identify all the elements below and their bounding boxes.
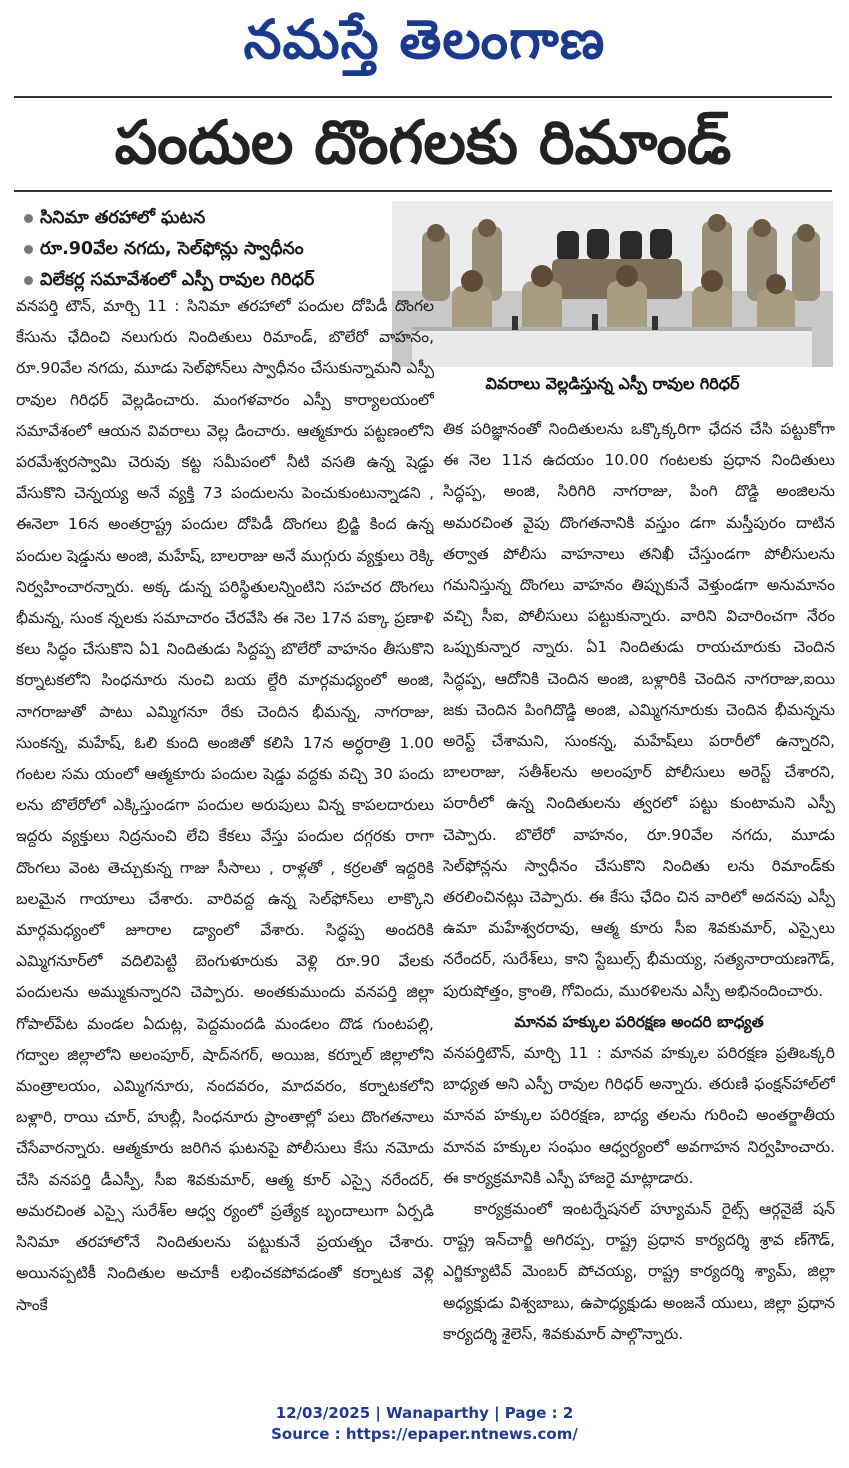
highlight-bullet: రూ.90వేల నగదు, సెల్‌ఫోన్లు స్వాధీనం [20, 234, 390, 265]
article-left-column [16, 291, 434, 1371]
article-body-paragraph: వనపర్తి టౌన్, మార్చి 11 : సినిమా తరహాలో పందుల దోపిడీ దొంగల కేసును ఛేదించి నలుగురు నిందితులు రిమాండ్, బొలేరో వాహనం, రూ.90వేల నగదు, మూడు సెల్‌ఫోన్‌లు స్వాధీనం చేసుకున్నామని ఎస్పీ రావుల గిరిధర్ వెల్లడించారు. మంగళవారం ఎస్పీ కార్యాలయంలో సమావేశంలో ఆయన వివరాలు వెల్ల డించారు. ఆత్మకూరు పట్టణంలోని పరమేశ్వరస్వామి చెరువు కట్ట సమీపంలో నీటి వసతి ఉన్న షెడ్డు వేసుకొని చెన్నయ్య అనే వ్యక్తి 73 పందులను పెంచుకుంటున్నాడని , ఈనెలా 16న అంతర్రాష్ట్ర పందుల దోపిడీ దొంగలు బ్రిడ్జి కింద ఉన్న పందుల షెడ్డును అంజి, మహేష్, బాలరాజు అనే ముగ్గురు వ్యక్తులు రెక్కి నిర్వహించారన్నారు. అక్క డున్న పరిస్థితులన్నింటిని సహచర దొంగలు భీమన్న, సుంక న్నలకు సమాచారం చేరవేసి ఈ నెల 17న పక్కా ప్రణాళి కలు సిద్ధం చేసుకొని ఏ1 నిందితుడు సిద్దప్ప బొలేరో వాహనం తీసుకొని కర్నాటకలోని సింధనూరు నుంచి బయ ల్దేరి మార్గమధ్యంలో అంజి, నాగరాజుతో పాటు ఎమ్మిగనూ రేకు చెందిన భీమన్న, నాగరాజు, సుంకన్న, మహేష్, ఓలి కుంది అంజితో కలిసి 17న అర్ధరాత్రి 1.00 గంటల సమ యంలో ఆత్మకూరు పందుల షెడ్డు వద్దకు వచ్చి 30 పందు లను బొలేరోలో ఎక్కిస్తుండగా పందుల అరుపులు విన్న కాపలదారులు ఇద్దరు వ్యక్తులు నిద్రనుంచి లేచి కేకలు వేస్తు పందుల దగ్గరకు రాగా దొంగలు వెంట తెచ్చుకున్న గాజు సీసాలు , రాళ్లతో , కర్రలతో ఇద్దరికి బలమైన గాయాలు చేశారు. వారివద్ద ఉన్న సెల్‌ఫోన్‌లు లాక్కొని మార్గమధ్యంలో జూరాల డ్యాంలో వేశారు. సిద్ధప్ప అందరికి ఎమ్మిగనూర్‌లో వదిలిపెట్టి బెంగుళూరుకు వెళ్లి రూ.90 వేలకు పందులను అమ్ముకున్నారని చెప్పారు. అంతకుముందు వనపర్తి జిల్లా గోపాల్‌పేట మండల ఏదుట్ల, పెద్దమందడి మండలం దొడ గుంటపల్లి, గద్వాల జిల్లాలోని అలంపూర్, షాద్‌నగర్, అయిజ, కర్నూల్ జిల్లాలోని మంత్రాలయం, ఎమ్మిగనూరు, నందవరం, మాదవరం, కర్నాటకలోని బళ్లారి, రాయి చూర్, హుబ్లీ, సింధనూరు ప్రాంతాల్లో పలు దొంగతనాలు చేసేవారన్నారు. ఆత్మకూరు జరిగిన ఘటనపై పోలీసులు కేసు నమోదు చేసి వనపర్తి డీఎస్పీ, సీఐ శివకుమార్, ఆత్మ కూర్ ఎస్సై నరేందర్, అమరచింత ఎస్సై సురేశ్‌ల ఆధ్వ ర్యంలో ప్రత్యేక బృందాలుగా ఏర్పడి సినిమా తరహాలోనే నిందితులను పట్టుకునే ప్రయత్నం చేశారు. అయినప్పటికీ నిందితుల అచూకీ లభించకపోవడంతో కర్నాటక వెళ్లి సాంకే [16, 297, 434, 1314]
highlight-bullet: విలేకర్ల సమావేశంలో ఎస్పీ రావుల గిరిధర్ [20, 265, 390, 296]
masthead-divider [14, 96, 832, 98]
photo-caption: వివరాలు వెల్లడిస్తున్న ఎస్పీ రావుల గిరిధర్ [485, 374, 740, 393]
article-headline: పందుల దొంగలకు రిమాండ్ [114, 108, 732, 178]
highlight-bullet: సినిమా తరహాలో ఘటన [20, 203, 390, 234]
article-body-paragraph: తిక పరిజ్ఞానంతో నిందితులను ఒక్కొక్కరిగా ఛేదన చేసి పట్టుకోగా ఈ నెల 11న ఉదయం 10.00 గంటలకు ప్రధాన నిందితులు సిద్ధప్ప, అంజి, సిరిగిరి నాగరాజు, పింగి దొడ్డి అంజిలను అమరచింత వైపు దొంగతనానికి వస్తుం డగా మస్తీపురం దాటిన తర్వాత పోలీసు వాహనాలు తనిఖీ చేస్తుండగా పోలీసులను గమనిస్తున్న దొంగలు వాహనం తిప్పుకునే వెళ్తుండగా అనుమానం వచ్చి సీఐ, పోలీసులు పట్టుకున్నారు. వారిని విచారించగా నేరం ఒప్పుకున్నార న్నారు. ఏ1 నిందితుడు రాయచూరుకు చెందిన సిద్ధప్ప, ఆదోనికి చెందిన అంజి, బళ్లారికి చెందిన నాగరాజు,ఐయి జకు చెందిన పింగిదొడ్డి అంజి, ఎమ్మిగనూరుకు చెందిన భీమన్నను అరెస్ట్ చేశామని, సుంకన్న, మహేష్‌లు పరారీలో ఉన్నారని, బాలరాజు, సతీశ్‌లను అలంపూర్ పోలీసులు అరెస్ట్ చేశారని, పరారీలో ఉన్న నిందితులను త్వరలో పట్టు కుంటామని ఎస్పీ చెప్పారు. బొలేరో వాహనం, రూ.90వేల నగదు, మూడు సెల్‌ఫోన్లను స్వాధీనం చేసుకొని నిందితు లను రిమాండ్‌కు తరలించినట్లు చెప్పారు. ఈ కేసు ఛేదిం చిన వారిలో అదనపు ఎస్పీ ఉమా మహేశ్వరరావు, ఆత్మ కూరు సీఐ శివకుమార్, ఎస్సైలు నరేందర్, సురేశ్‌లు, కాని స్టేబుల్స్ భీమయ్య, సత్యనారాయణగౌడ్, పురుషోత్తం, క్రాంతి, గోవిందు, మురళిలను ఎస్పీ అభినందించారు. [443, 420, 835, 1000]
sub-article-paragraph: వనపర్తిటౌన్, మార్చి 11 : మానవ హక్కుల పరిరక్షణ ప్రతిఒక్కరి బాధ్యత అని ఎస్పీ రావుల గిరిధర్ అన్నారు. తరుణి ఫంక్షన్‌హాల్‌లో మానవ హక్కుల పరిరక్షణ, బాధ్య తలను గురించి అంతర్జాతీయ మానవ హక్కుల సంఘం ఆధ్వర్యంలో అవగాహన నిర్వహించారు. ఈ కార్యక్రమానికి ఎస్పీ హాజరై మాట్లాడారు. [443, 1044, 835, 1187]
press-meet-photo [392, 201, 833, 367]
masthead-logo-text: నమస్తే తెలంగాణ [243, 8, 606, 71]
footer-date-edition: 12/03/2025 | Wanaparthy | Page : 2 [275, 1404, 574, 1422]
article-right-column [443, 414, 835, 1369]
sub-article-heading: మానవ హక్కుల పరిరక్షణ అందరి బాధ్యత [514, 1012, 764, 1031]
newspaper-masthead [0, 0, 849, 86]
highlight-bullets [20, 203, 390, 296]
headline-divider [14, 190, 832, 192]
page-footer [0, 1403, 849, 1445]
footer-source-link[interactable]: Source : https://epaper.ntnews.com/ [271, 1425, 578, 1443]
sub-article-paragraph: కార్యక్రమంలో ఇంటర్నేషనల్ హ్యూమన్ రైట్స్ ఆర్గనైజే షన్ రాష్ట్ర ఇన్‌చార్జీ అగిరప్ప, రాష్ట్ర ప్రధాన కార్యదర్శి శ్రావ ణ్‌గౌడ్, ఎగ్జిక్యూటివ్ మెంబర్ పోచయ్య, రాష్ట్ర కార్యదర్శి శ్యామ్, జిల్లా అధ్యక్షుడు విశ్వబాబు, ఉపాధ్యక్షుడు అంజనే యులు, జిల్లా ప్రధాన కార్యదర్శి శైలెస్, శివకుమార్ పాల్గొన్నారు. [443, 1200, 835, 1343]
